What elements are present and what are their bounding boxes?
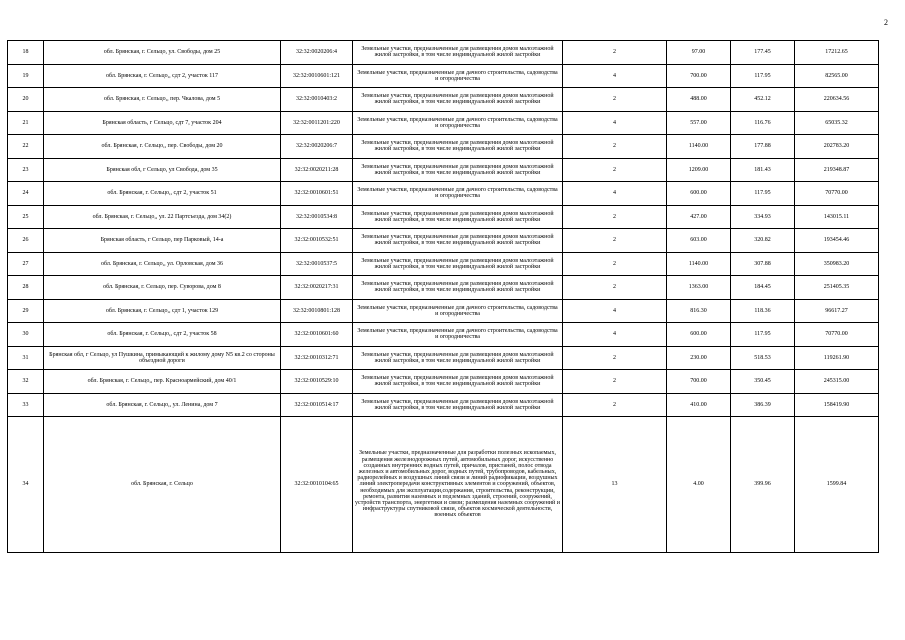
table-row	[8, 135, 879, 159]
area-cell: 1363.00	[667, 276, 731, 300]
land-use-purpose-cell: Земельные участки, предназначенные для размещения домов малоэтажной жилой застройки, в том числе индивидуальной жилой застройки	[353, 135, 563, 159]
cadastral-value-cell: 193454.46	[795, 229, 879, 253]
cadastral-number-cell: 32:32:0010514:17	[281, 393, 353, 417]
area-cell: 700.00	[667, 64, 731, 88]
row-number-cell: 27	[8, 252, 44, 276]
address-cell: обл. Брянская, г. Сельцо, ул. Свободы, дом 25	[44, 41, 281, 65]
table-row	[8, 276, 879, 300]
land-use-group-cell: 2	[563, 205, 667, 229]
row-number-cell: 22	[8, 135, 44, 159]
land-use-purpose-cell: Земельные участки, предназначенные для размещения домов малоэтажной жилой застройки, в том числе индивидуальной жилой застройки	[353, 229, 563, 253]
specific-value-cell: 386.39	[731, 393, 795, 417]
land-use-group-cell: 4	[563, 182, 667, 206]
address-cell: обл. Брянская, г. Сельцо,, пер. Чкалова, дом 5	[44, 88, 281, 112]
row-number-cell: 20	[8, 88, 44, 112]
row-number-cell: 28	[8, 276, 44, 300]
land-use-purpose-cell: Земельные участки, предназначенные для размещения домов малоэтажной жилой застройки, в том числе индивидуальной жилой застройки	[353, 88, 563, 112]
area-cell: 700.00	[667, 370, 731, 394]
land-use-group-cell: 2	[563, 252, 667, 276]
land-use-purpose-cell: Земельные участки, предназначенные для размещения домов малоэтажной жилой застройки, в том числе индивидуальной жилой застройки	[353, 276, 563, 300]
specific-value-cell: 181.43	[731, 158, 795, 182]
row-number-cell: 23	[8, 158, 44, 182]
land-use-purpose-cell: Земельные участки, предназначенные для дачного строительства, садоводства и огородничества	[353, 299, 563, 323]
area-cell: 557.00	[667, 111, 731, 135]
cadastral-number-cell: 32:32:0010601:51	[281, 182, 353, 206]
cadastral-number-cell: 32:32:0020206:7	[281, 135, 353, 159]
specific-value-cell: 307.88	[731, 252, 795, 276]
address-cell: обл. Брянская, г. Сельцо,, ул. Орловская, дом 36	[44, 252, 281, 276]
land-use-purpose-cell: Земельные участки, предназначенные для дачного строительства, садоводства и огородничества	[353, 323, 563, 347]
cadastral-number-cell: 32:32:0010534:8	[281, 205, 353, 229]
specific-value-cell: 118.36	[731, 299, 795, 323]
area-cell: 1140.00	[667, 135, 731, 159]
land-use-group-cell: 2	[563, 41, 667, 65]
specific-value-cell: 117.95	[731, 323, 795, 347]
area-cell: 4.00	[667, 417, 731, 553]
area-cell: 600.00	[667, 323, 731, 347]
land-use-purpose-cell: Земельные участки, предназначенные для дачного строительства, садоводства и огородничества	[353, 182, 563, 206]
address-cell: Брянская область, г Сельцо, пер Парковый, 14-а	[44, 229, 281, 253]
address-cell: Брянская обл, г Сельцо, ул Пушкина, примыкающий к жилому дому N5 кв.2 со стороны объездной дороги	[44, 346, 281, 370]
address-cell: обл. Брянская, г. Сельцо,, ул. 22 Партсъезда, дом 34(2)	[44, 205, 281, 229]
table-row	[8, 88, 879, 112]
cadastral-value-cell: 143015.11	[795, 205, 879, 229]
specific-value-cell: 117.95	[731, 182, 795, 206]
land-use-purpose-cell: Земельные участки, предназначенные для дачного строительства, садоводства и огородничества	[353, 111, 563, 135]
cadastral-value-cell: 219348.87	[795, 158, 879, 182]
address-cell: обл. Брянская, г. Сельцо,, сдт 2, участок 58	[44, 323, 281, 347]
land-use-group-cell: 4	[563, 299, 667, 323]
area-cell: 410.00	[667, 393, 731, 417]
address-cell: обл. Брянская, г. Сельцо,, сдт 1, участок 129	[44, 299, 281, 323]
area-cell: 1140.00	[667, 252, 731, 276]
area-cell: 816.30	[667, 299, 731, 323]
address-cell: обл. Брянская, г. Сельцо,, пер. Красноармейский, дом 40/1	[44, 370, 281, 394]
row-number-cell: 24	[8, 182, 44, 206]
cadastral-value-cell: 202783.20	[795, 135, 879, 159]
land-use-group-cell: 2	[563, 135, 667, 159]
cadastral-number-cell: 32:32:0010601:121	[281, 64, 353, 88]
specific-value-cell: 117.95	[731, 64, 795, 88]
cadastral-number-cell: 32:32:0010104:65	[281, 417, 353, 553]
land-use-group-cell: 4	[563, 64, 667, 88]
address-cell: Брянская обл, г Сельцо, ул Свобода, дом 35	[44, 158, 281, 182]
row-number-cell: 29	[8, 299, 44, 323]
specific-value-cell: 399.96	[731, 417, 795, 553]
cadastral-value-cell: 220634.56	[795, 88, 879, 112]
land-use-purpose-cell: Земельные участки, предназначенные для размещения домов малоэтажной жилой застройки, в том числе индивидуальной жилой застройки	[353, 205, 563, 229]
address-cell: обл. Брянская, г. Сельцо,, сдт 2, участок 51	[44, 182, 281, 206]
table-row	[8, 299, 879, 323]
area-cell: 230.00	[667, 346, 731, 370]
row-number-cell: 18	[8, 41, 44, 65]
cadastral-number-cell: 32:32:0010601:60	[281, 323, 353, 347]
address-cell: Брянская область, г Сельцо, сдт 7, участок 204	[44, 111, 281, 135]
cadastral-value-cell: 70770.00	[795, 182, 879, 206]
area-cell: 427.00	[667, 205, 731, 229]
land-use-group-cell: 2	[563, 229, 667, 253]
row-number-cell: 31	[8, 346, 44, 370]
table-row	[8, 393, 879, 417]
land-use-group-cell: 2	[563, 158, 667, 182]
cadastral-number-cell: 32:32:0010537:5	[281, 252, 353, 276]
area-cell: 1209.00	[667, 158, 731, 182]
table-row	[8, 182, 879, 206]
page-number: 2	[884, 18, 888, 27]
land-use-group-cell: 2	[563, 370, 667, 394]
cadastral-value-cell: 1599.84	[795, 417, 879, 553]
cadastral-value-cell: 70770.00	[795, 323, 879, 347]
cadastral-value-cell: 82565.00	[795, 64, 879, 88]
table-row	[8, 229, 879, 253]
row-number-cell: 32	[8, 370, 44, 394]
cadastral-number-cell: 32:32:0010403:2	[281, 88, 353, 112]
table-row	[8, 158, 879, 182]
row-number-cell: 30	[8, 323, 44, 347]
cadastral-number-cell: 32:32:0020206:4	[281, 41, 353, 65]
address-cell: обл. Брянская, г. Сельцо	[44, 417, 281, 553]
land-use-purpose-cell: Земельные участки, предназначенные для разработки полезных ископаемых, размещения железнодорожных путей, автомобильных дорог, искусственно созданных внутренних водных путей, причалов, пристаней, полос отвода железных и автомобильных дорог, водных путей, трубопроводов, кабельных, радиорелейных и воздушных линий связи и линий радиофикации, воздушных линий электропередачи конструктивных элементов и сооружений, объектов, необходимых для эксплуатации,содержания, строительства, реконструкции, ремонта, развития наземных и подземных зданий, строений, сооружений, устройств транспорта, энергетики и связи; размещения наземных сооружений и инфраструктуры спутниковой связи, объектов космической деятельности, военных объектов	[353, 417, 563, 553]
cadastral-number-cell: 32:32:0010801:128	[281, 299, 353, 323]
specific-value-cell: 452.12	[731, 88, 795, 112]
land-use-group-cell: 2	[563, 276, 667, 300]
land-use-group-cell: 2	[563, 393, 667, 417]
row-number-cell: 34	[8, 417, 44, 553]
row-number-cell: 19	[8, 64, 44, 88]
cadastral-value-cell: 245315.00	[795, 370, 879, 394]
row-number-cell: 26	[8, 229, 44, 253]
cadastral-value-cell: 251405.35	[795, 276, 879, 300]
specific-value-cell: 320.82	[731, 229, 795, 253]
land-use-purpose-cell: Земельные участки, предназначенные для размещения домов малоэтажной жилой застройки, в том числе индивидуальной жилой застройки	[353, 41, 563, 65]
land-use-group-cell: 13	[563, 417, 667, 553]
land-use-purpose-cell: Земельные участки, предназначенные для дачного строительства, садоводства и огородничества	[353, 64, 563, 88]
land-use-purpose-cell: Земельные участки, предназначенные для размещения домов малоэтажной жилой застройки, в том числе индивидуальной жилой застройки	[353, 346, 563, 370]
table-row	[8, 205, 879, 229]
table-row	[8, 64, 879, 88]
cadastral-number-cell: 32:32:0020211:28	[281, 158, 353, 182]
land-use-group-cell: 2	[563, 346, 667, 370]
address-cell: обл. Брянская, г. Сельцо,, ул. Ленина, дом 7	[44, 393, 281, 417]
address-cell: обл. Брянская, г. Сельцо, пер. Суворова, дом 8	[44, 276, 281, 300]
land-use-purpose-cell: Земельные участки, предназначенные для размещения домов малоэтажной жилой застройки, в том числе индивидуальной жилой застройки	[353, 370, 563, 394]
cadastral-value-cell: 17212.65	[795, 41, 879, 65]
address-cell: обл. Брянская, г. Сельцо,, сдт 2, участок 117	[44, 64, 281, 88]
cadastral-number-cell: 32:32:0010532:51	[281, 229, 353, 253]
land-use-group-cell: 4	[563, 111, 667, 135]
land-use-purpose-cell: Земельные участки, предназначенные для размещения домов малоэтажной жилой застройки, в том числе индивидуальной жилой застройки	[353, 158, 563, 182]
cadastral-number-cell: 32:32:0010529:10	[281, 370, 353, 394]
specific-value-cell: 116.76	[731, 111, 795, 135]
cadastral-value-cell: 158419.90	[795, 393, 879, 417]
specific-value-cell: 334.93	[731, 205, 795, 229]
table-row	[8, 417, 879, 553]
specific-value-cell: 184.45	[731, 276, 795, 300]
row-number-cell: 25	[8, 205, 44, 229]
table-row	[8, 41, 879, 65]
specific-value-cell: 177.88	[731, 135, 795, 159]
table-row	[8, 252, 879, 276]
address-cell: обл. Брянская, г. Сельцо,, пер. Свободы, дом 20	[44, 135, 281, 159]
cadastral-value-cell: 96617.27	[795, 299, 879, 323]
table-row	[8, 370, 879, 394]
row-number-cell: 21	[8, 111, 44, 135]
cadastral-number-cell: 32:32:0011201:220	[281, 111, 353, 135]
specific-value-cell: 177.45	[731, 41, 795, 65]
specific-value-cell: 518.53	[731, 346, 795, 370]
cadastral-value-cell: 65035.32	[795, 111, 879, 135]
land-use-group-cell: 2	[563, 88, 667, 112]
cadastral-number-cell: 32:32:0010312:71	[281, 346, 353, 370]
cadastral-number-cell: 32:32:0020217:31	[281, 276, 353, 300]
area-cell: 97.00	[667, 41, 731, 65]
area-cell: 603.00	[667, 229, 731, 253]
land-use-group-cell: 4	[563, 323, 667, 347]
table-row	[8, 346, 879, 370]
land-use-purpose-cell: Земельные участки, предназначенные для размещения домов малоэтажной жилой застройки, в том числе индивидуальной жилой застройки	[353, 252, 563, 276]
land-use-purpose-cell: Земельные участки, предназначенные для размещения домов малоэтажной жилой застройки, в том числе индивидуальной жилой застройки	[353, 393, 563, 417]
table-row	[8, 111, 879, 135]
specific-value-cell: 350.45	[731, 370, 795, 394]
row-number-cell: 33	[8, 393, 44, 417]
area-cell: 600.00	[667, 182, 731, 206]
land-plot-table	[7, 40, 879, 553]
cadastral-value-cell: 350983.20	[795, 252, 879, 276]
area-cell: 488.00	[667, 88, 731, 112]
table-row	[8, 323, 879, 347]
cadastral-value-cell: 119261.90	[795, 346, 879, 370]
